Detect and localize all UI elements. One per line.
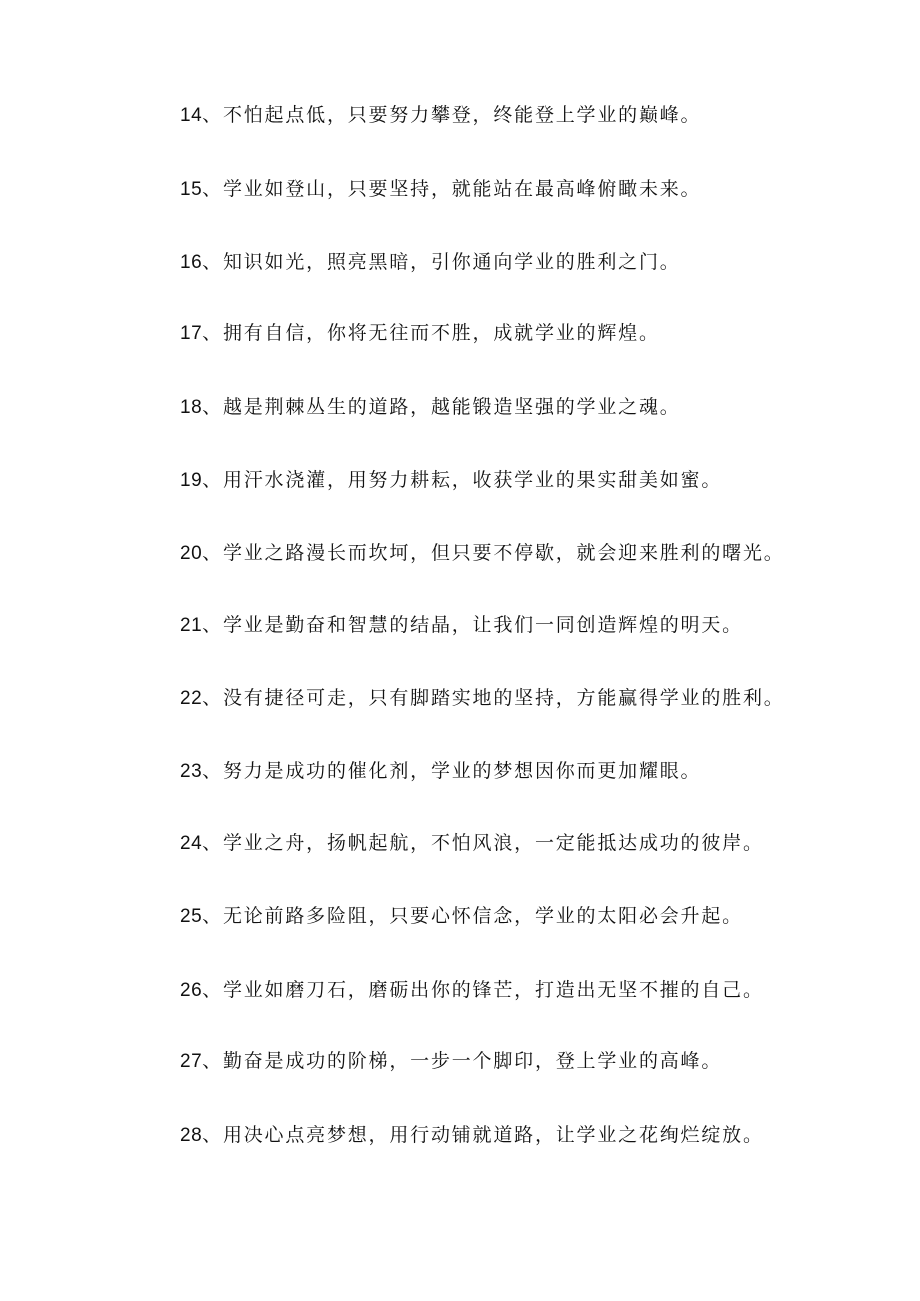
item-text: 、学业如磨刀石，磨砺出你的锋芒，打造出无坚不摧的自己。 xyxy=(202,979,764,1001)
item-number: 14 xyxy=(180,105,203,126)
item-text: 、知识如光，照亮黑暗，引你通向学业的胜利之门。 xyxy=(202,251,681,273)
item-text: 、学业之舟，扬帆起航，不怕风浪，一定能抵达成功的彼岸。 xyxy=(202,832,764,854)
item-text: 、拥有自信，你将无往而不胜，成就学业的辉煌。 xyxy=(202,322,660,344)
item-text: 、学业之路漫长而坎坷，但只要不停歇，就会迎来胜利的曙光。 xyxy=(202,542,785,564)
item-text: 、没有捷径可走，只有脚踏实地的坚持，方能赢得学业的胜利。 xyxy=(202,687,785,709)
item-text: 、学业是勤奋和智慧的结晶，让我们一同创造辉煌的明天。 xyxy=(202,614,743,636)
item-number: 17 xyxy=(180,323,203,344)
list-item-27 xyxy=(180,1046,900,1076)
item-text: 、学业如登山，只要坚持，就能站在最高峰俯瞰未来。 xyxy=(202,178,702,200)
item-number: 27 xyxy=(180,1051,203,1072)
item-number: 21 xyxy=(180,615,203,636)
list-item-17 xyxy=(180,318,900,348)
list-item-26 xyxy=(180,975,900,1005)
list-item-16 xyxy=(180,247,900,277)
item-number: 18 xyxy=(180,397,203,418)
item-text: 、勤奋是成功的阶梯，一步一个脚印，登上学业的高峰。 xyxy=(202,1050,723,1072)
list-item-24 xyxy=(180,828,900,858)
item-text: 、不怕起点低，只要努力攀登，终能登上学业的巅峰。 xyxy=(202,104,702,126)
item-number: 25 xyxy=(180,906,203,927)
item-text: 、无论前路多险阻，只要心怀信念，学业的太阳必会升起。 xyxy=(202,905,743,927)
item-number: 22 xyxy=(180,688,203,709)
item-number: 24 xyxy=(180,833,203,854)
item-text: 、越是荆棘丛生的道路，越能锻造坚强的学业之魂。 xyxy=(202,396,681,418)
item-number: 26 xyxy=(180,980,203,1001)
item-text: 、用汗水浇灌，用努力耕耘，收获学业的果实甜美如蜜。 xyxy=(202,469,723,491)
item-text: 、努力是成功的催化剂，学业的梦想因你而更加耀眼。 xyxy=(202,760,702,782)
item-number: 19 xyxy=(180,470,203,491)
list-item-28 xyxy=(180,1120,900,1150)
list-item-22 xyxy=(180,683,900,713)
list-item-18 xyxy=(180,392,900,422)
item-number: 15 xyxy=(180,179,203,200)
item-number: 28 xyxy=(180,1125,203,1146)
list-item-23 xyxy=(180,756,900,786)
item-text: 、用决心点亮梦想，用行动铺就道路，让学业之花绚烂绽放。 xyxy=(202,1124,764,1146)
item-number: 23 xyxy=(180,761,203,782)
item-number: 16 xyxy=(180,252,203,273)
list-item-21 xyxy=(180,610,900,640)
list-item-25 xyxy=(180,901,900,931)
list-item-20 xyxy=(180,538,900,568)
list-item-14 xyxy=(180,100,900,130)
item-number: 20 xyxy=(180,543,203,564)
list-item-19 xyxy=(180,465,900,495)
list-item-15 xyxy=(180,174,900,204)
